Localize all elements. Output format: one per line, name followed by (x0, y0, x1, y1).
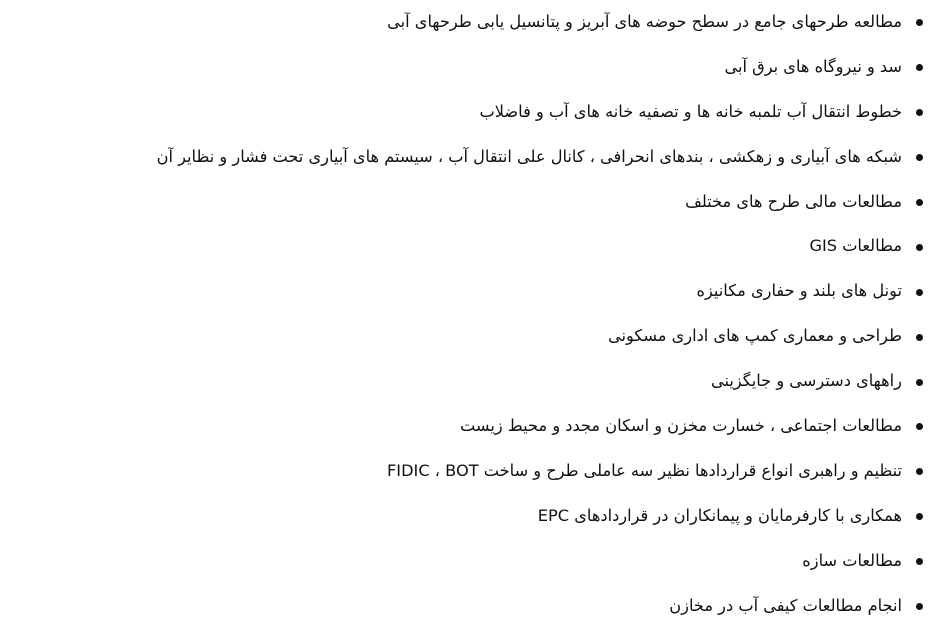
bullet-icon (916, 334, 923, 341)
list-item (0, 0, 940, 45)
list-item-text: راههای دسترسی و جایگزینی (710, 371, 902, 391)
bullet-icon (916, 513, 923, 520)
list-item (0, 135, 940, 180)
bullet-icon (916, 558, 923, 565)
list-item (0, 359, 940, 404)
bullet-icon (916, 289, 923, 296)
bullet-icon (916, 154, 923, 161)
list-item-text: همکاری با کارفرمایان و پیمانکاران در قراردادهای EPC (537, 505, 902, 525)
list-item (0, 45, 940, 90)
bullet-icon (916, 64, 923, 71)
bullet-icon (916, 244, 923, 251)
list-item (0, 539, 940, 584)
list-item-text: طراحی و معماری کمپ های اداری مسکونی (608, 326, 902, 346)
list-item-text: شبکه های آبیاری و زهکشی ، بندهای انحرافی ، کانال علی انتقال آب ، سیستم های آبیاری تحت فشار و نظایر آن (156, 146, 902, 166)
bullet-icon (916, 109, 923, 116)
bullet-icon (916, 199, 923, 206)
list-item-text: انجام مطالعات کیفی آب در مخازن (669, 595, 902, 615)
list-item (0, 180, 940, 225)
list-item (0, 494, 940, 539)
list-item (0, 449, 940, 494)
list-item-text: مطالعه طرحهای جامع در سطح حوضه های آبریز و پتانسیل یابی طرحهای آبی (387, 12, 902, 31)
list-item-text: مطالعات GIS (809, 236, 902, 256)
list-item (0, 90, 940, 135)
list-item-text: تنظیم و راهبری انواع قراردادها نظیر سه عاملی طرح و ساخت FIDIC ، BOT (387, 460, 902, 480)
list-item-text: مطالعات سازه (802, 550, 902, 570)
list-item-text: مطالعات اجتماعی ، خسارت مخزن و اسکان مجدد و محیط زیست (460, 416, 902, 436)
list-item (0, 404, 940, 449)
list-item-text: تونل های بلند و حفاری مکانیزه (696, 281, 902, 301)
bullet-icon (916, 379, 923, 386)
list-item (0, 584, 940, 628)
list-item (0, 224, 940, 269)
list-item-text: سد و نیروگاه های برق آبی (724, 56, 902, 76)
bullet-icon (916, 603, 923, 610)
bullet-icon (916, 19, 923, 26)
bullet-icon (916, 468, 923, 475)
list-item-text: مطالعات مالی طرح های مختلف (685, 191, 902, 211)
list-item (0, 269, 940, 314)
bullet-icon (916, 423, 923, 430)
list-item-text: خطوط انتقال آب تلمبه خانه ها و تصفیه خانه های آب و فاضلاب (479, 101, 902, 121)
list-item (0, 314, 940, 359)
